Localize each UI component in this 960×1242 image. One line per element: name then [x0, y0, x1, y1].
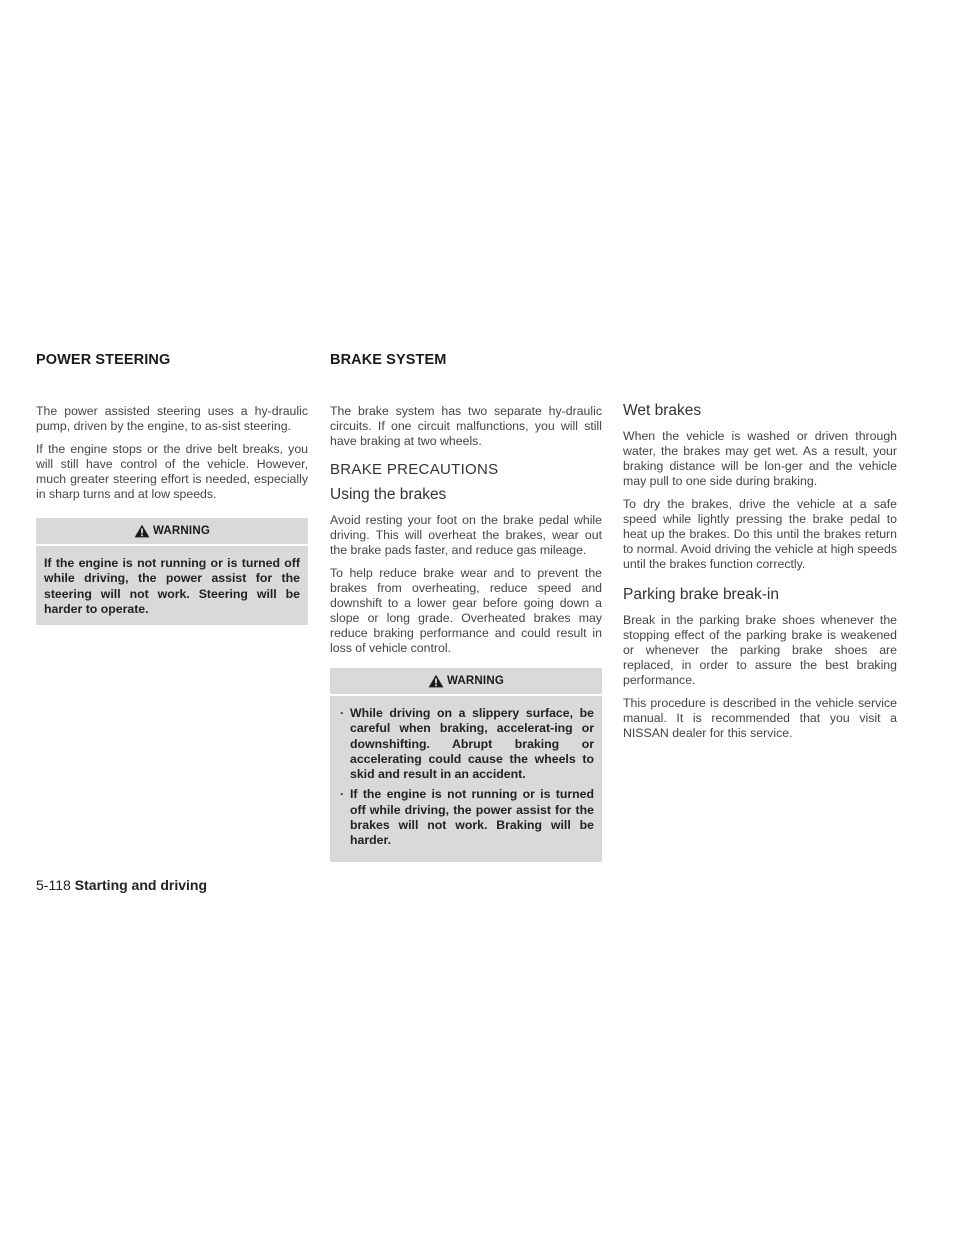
warning-item-text: While driving on a slippery surface, be careful when braking, accelerat-ing or downshifting. Abrupt braking or accelerating could cause the wheels to skid and result in an accident.	[350, 706, 594, 782]
warning-triangle-icon	[428, 674, 444, 688]
brake-system-section	[330, 352, 602, 862]
power-steering-section	[36, 352, 308, 625]
warning-list	[338, 706, 594, 849]
parking-brake-heading: Parking brake break-in	[623, 586, 779, 603]
warning-header	[36, 518, 308, 546]
brake-system-title: BRAKE SYSTEM	[330, 352, 447, 368]
chapter-title: Starting and driving	[74, 877, 208, 893]
brake-warning-box	[330, 668, 602, 862]
brake-system-continued	[623, 402, 897, 749]
list-item: · While driving on a slippery surface, be careful when braking, accelerat-ing or downshifting. Abrupt braking or accelerating could cause the wheels to skid and result in an accident.	[340, 706, 594, 782]
warning-header	[330, 668, 602, 696]
using-brakes-paragraph: Avoid resting your foot on the brake pedal while driving. This will overheat the brakes, wear out the brake pads faster, and reduce gas mileage.	[330, 513, 602, 557]
power-steering-paragraph: If the engine stops or the drive belt breaks, you will still have control of the vehicle. However, much greater steering effort is needed, especially in sharp turns and at low speeds.	[36, 442, 308, 501]
warning-item-text: If the engine is not running or is turned off while driving, the power assist for the brakes will not work. Braking will be harder.	[350, 787, 594, 848]
power-steering-warning-box	[36, 518, 308, 625]
brake-precautions-heading: BRAKE PRECAUTIONS	[330, 461, 499, 478]
using-brakes-heading: Using the brakes	[330, 486, 447, 503]
list-item: · If the engine is not running or is turned off while driving, the power assist for the brakes will not work. Braking will be harder.	[340, 787, 594, 848]
warning-label: WARNING	[153, 525, 210, 537]
power-steering-title: POWER STEERING	[36, 352, 171, 368]
warning-label: WARNING	[447, 675, 504, 687]
page-footer	[36, 877, 207, 893]
parking-brake-paragraph: Break in the parking brake shoes whenever the stopping effect of the parking brake is weakened or whenever the parking brake shoes are replaced, in order to assure the best braking performance.	[623, 613, 897, 687]
page-number: 5-118	[36, 877, 71, 893]
using-brakes-paragraph: To help reduce brake wear and to prevent the brakes from overheating, reduce speed and downshift to a lower gear before going down a slope or long grade. Overheated brakes may reduce braking performance and could result in loss of vehicle control.	[330, 566, 602, 655]
brake-system-intro: The brake system has two separate hy-draulic circuits. If one circuit malfunctions, you will still have braking at two wheels.	[330, 404, 602, 448]
wet-brakes-paragraph: To dry the brakes, drive the vehicle at a safe speed while lightly pressing the brake pedal to heat up the brakes. Do this until the brakes return to normal. Avoid driving the vehicle at high speeds until the brakes function correctly.	[623, 497, 897, 571]
warning-triangle-icon	[134, 524, 150, 538]
wet-brakes-paragraph: When the vehicle is washed or driven through water, the brakes may get wet. As a result, your braking distance will be lon-ger and the vehicle may pull to one side during braking.	[623, 429, 897, 488]
warning-text: If the engine is not running or is turned off while driving, the power assist for the steering will not work. Steering will be harder to operate.	[44, 556, 300, 616]
parking-brake-paragraph: This procedure is described in the vehicle service manual. It is recommended that you visit a NISSAN dealer for this service.	[623, 696, 897, 740]
wet-brakes-heading: Wet brakes	[623, 402, 702, 419]
power-steering-paragraph: The power assisted steering uses a hy-draulic pump, driven by the engine, to as-sist steering.	[36, 404, 308, 433]
